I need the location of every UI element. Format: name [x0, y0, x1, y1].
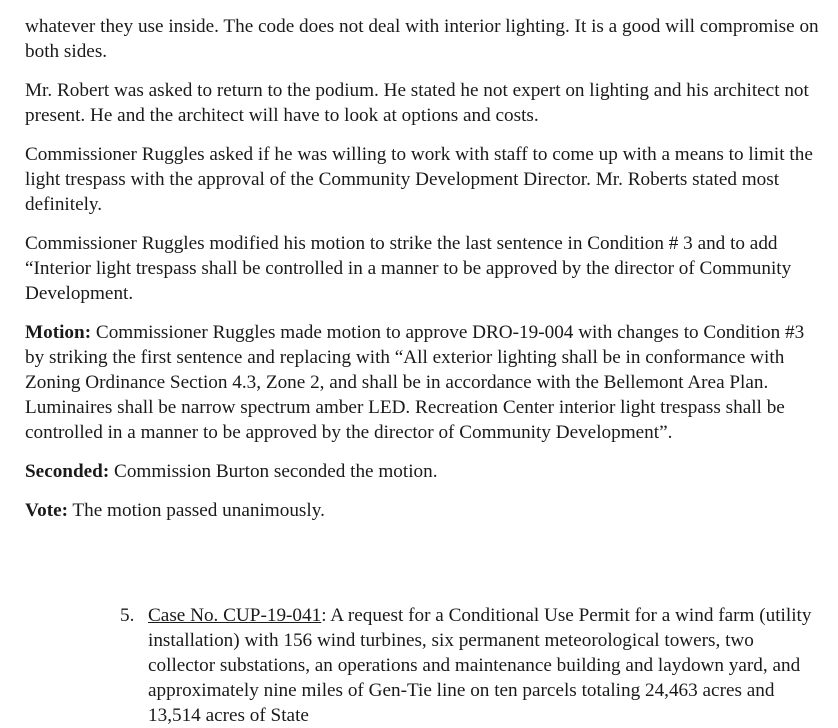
- paragraph-ruggles-question: Commissioner Ruggles asked if he was willing to work with staff to come up with a means to limit the light trespass with the approval of the Community Development Director. Mr. Roberts stated most definitely.: [25, 144, 813, 215]
- agenda-item-5: [120, 603, 820, 728]
- motion-label: Motion:: [25, 322, 92, 343]
- seconded-label: Seconded:: [25, 461, 110, 482]
- paragraph-motion-modified: Commissioner Ruggles modified his motion to strike the last sentence in Condition # 3 and to add “Interior light trespass shall be controlled in a manner to be approved by the director of Community Development.: [25, 233, 792, 304]
- vote-text: The motion passed unanimously.: [67, 500, 325, 521]
- agenda-item-number: 5.: [120, 605, 135, 626]
- seconded-text: Commission Burton seconded the motion.: [109, 461, 438, 482]
- paragraph-interior-lighting: whatever they use inside. The code does not deal with interior lighting. It is a good will compromise on both sides.: [25, 16, 819, 62]
- paragraph-robert-podium: Mr. Robert was asked to return to the podium. He stated he not expert on lighting and his architect not present. He and the architect will have to look at options and costs.: [25, 80, 809, 126]
- motion-text: Commissioner Ruggles made motion to approve DRO-19-004 with changes to Condition #3 by striking the first sentence and replacing with “All exterior lighting shall be in conformance with Zoning Ordinance Section 4.3, Zone 2, and shall be in accordance with the Bellemont Area Plan. Luminaires shall be narrow spectrum amber LED. Recreation Center interior light trespass shall be controlled in a manner to be approved by the director of Community Development”.: [25, 322, 805, 443]
- agenda-item-body: [148, 603, 820, 728]
- case-number-link: Case No. CUP-19-041: [148, 605, 322, 626]
- motion-paragraph: [25, 320, 825, 445]
- vote-label: Vote:: [25, 500, 68, 521]
- vote-paragraph: [25, 498, 825, 523]
- seconded-paragraph: [25, 459, 825, 484]
- agenda-item-description: : A request for a Conditional Use Permit for a wind farm (utility installation) with 156 wind turbines, six permanent meteorological towers, two collector substations, an operations and maintenance building and laydown yard, and approximately nine miles of Gen-Tie line on ten parcels totaling 24,463 acres and 13,514 acres of State: [148, 605, 812, 726]
- minutes-page: [25, 14, 825, 537]
